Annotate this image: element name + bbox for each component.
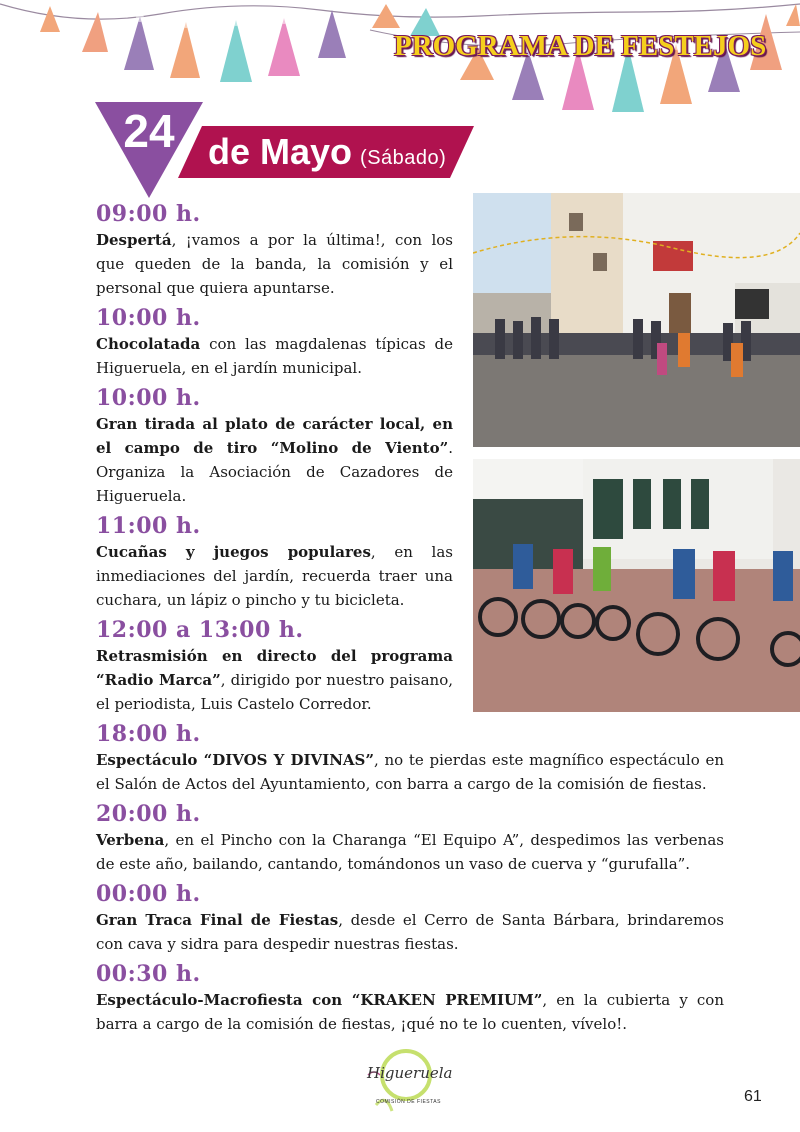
program-entry	[96, 880, 724, 956]
entry-description: Chocolatada con las magdalenas típicas de Higueruela, en el jardín municipal.	[96, 335, 453, 377]
entry-time: 11:00 h.	[96, 513, 201, 539]
date-day-number: 24	[123, 105, 175, 157]
date-heading	[208, 130, 446, 180]
entry-description: Despertá, ¡vamos a por la última!, con los que queden de la banda, la comisión y el personal que quiera apuntarse.	[96, 231, 453, 297]
entry-description: Gran Traca Final de Fiestas, desde el Cerro de Santa Bárbara, brindaremos con cava y sidra para despedir nuestras fiestas.	[96, 911, 724, 953]
entry-time: 10:00 h.	[96, 385, 201, 411]
entry-time: 00:00 h.	[96, 881, 201, 907]
page-title: PROGRAMA DE FESTEJOS	[394, 30, 767, 62]
entry-description: Espectáculo “DIVOS Y DIVINAS”, no te pierdas este magnífico espectáculo en el Salón de Actos del Ayuntamiento, con barra a cargo de la comisión de fiestas.	[96, 751, 724, 793]
program-entry	[96, 720, 724, 796]
program-entry	[96, 960, 724, 1036]
photo-children-bicycles	[473, 459, 800, 712]
entry-time: 00:30 h.	[96, 961, 201, 987]
entry-time: 10:00 h.	[96, 305, 201, 331]
entry-time: 18:00 h.	[96, 721, 201, 747]
photo-street-group	[473, 193, 800, 447]
entry-description: Gran tirada al plato de carácter local, en el campo de tiro “Molino de Viento”. Organiza la Asociación de Cazadores de Higueruela.	[96, 415, 453, 505]
entry-description: Retrasmisión en directo del programa “Radio Marca”, dirigido por nuestro paisano, el periodista, Luis Castelo Corredor.	[96, 647, 453, 713]
page-number: 61	[744, 1088, 762, 1105]
entry-description: Cucañas y juegos populares, en las inmediaciones del jardín, recuerda traer una cuchara, un lápiz o pincho y tu bicicleta.	[96, 543, 453, 609]
entry-description: Verbena, en el Pincho con la Charanga “El Equipo A”, despedimos las verbenas de este año, bailando, cantando, tomándonos un vaso de cuerva y “gurufalla”.	[96, 831, 724, 873]
entry-time: 12:00 a 13:00 h.	[96, 617, 304, 643]
logo-subtitle: COMISIÓN DE FIESTAS	[376, 1099, 441, 1105]
date-weekday: (Sábado)	[360, 147, 447, 169]
entry-time: 20:00 h.	[96, 801, 201, 827]
date-month: de Mayo	[208, 131, 353, 172]
program-entry	[96, 800, 724, 876]
entry-description: Espectáculo-Macrofiesta con “KRAKEN PREMIUM”, en la cubierta y con barra a cargo de la comisión de fiestas, ¡qué no te lo cuenten, vívelo!.	[96, 991, 724, 1033]
entry-time: 09:00 h.	[96, 201, 201, 227]
logo-name: Higueruela	[367, 1064, 453, 1082]
